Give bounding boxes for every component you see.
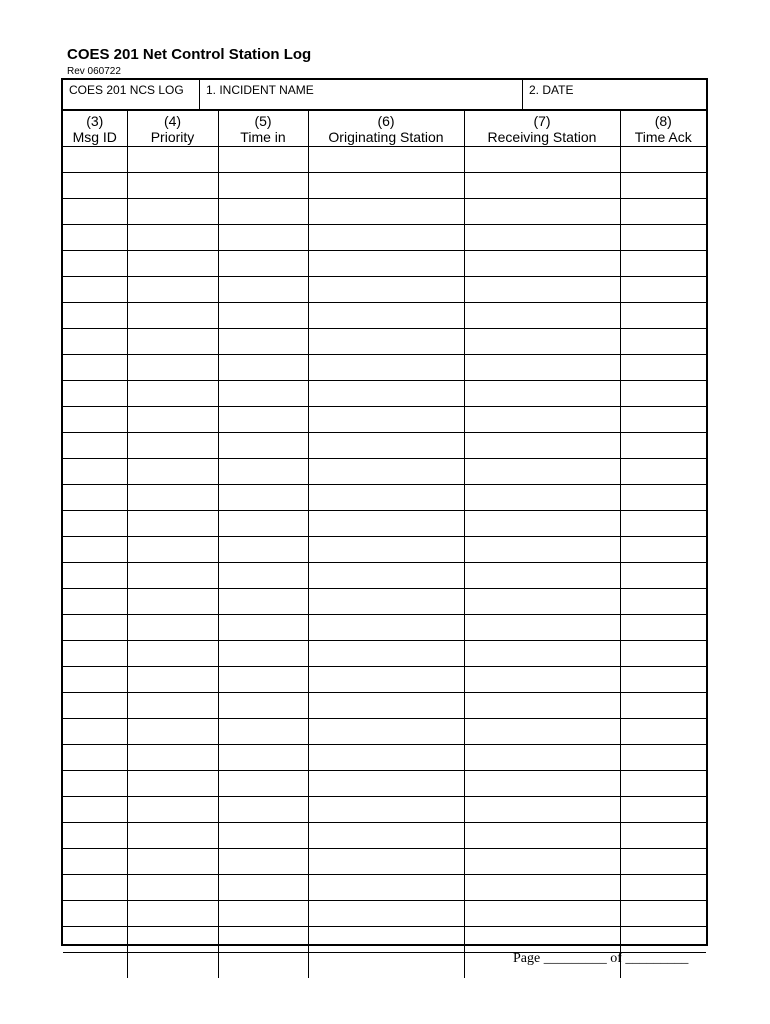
table-cell[interactable] [127, 381, 218, 407]
table-cell[interactable] [218, 641, 308, 667]
table-row [63, 667, 706, 693]
table-cell[interactable] [620, 199, 706, 225]
table-cell[interactable] [63, 589, 127, 615]
table-cell[interactable] [218, 537, 308, 563]
table-cell[interactable] [127, 875, 218, 901]
table-cell[interactable] [63, 251, 127, 277]
table-cell[interactable] [464, 277, 620, 303]
table-cell[interactable] [620, 875, 706, 901]
table-cell[interactable] [218, 199, 308, 225]
table-cell[interactable] [218, 277, 308, 303]
table-cell[interactable] [308, 485, 464, 511]
table-row [63, 147, 706, 173]
table-cell[interactable] [620, 251, 706, 277]
table-cell[interactable] [127, 199, 218, 225]
table-cell[interactable] [63, 875, 127, 901]
table-cell[interactable] [127, 589, 218, 615]
table-cell[interactable] [63, 199, 127, 225]
table-cell[interactable] [308, 771, 464, 797]
table-cell[interactable] [63, 225, 127, 251]
table-cell[interactable] [127, 901, 218, 927]
table-cell[interactable] [63, 615, 127, 641]
table-cell[interactable] [63, 745, 127, 771]
table-cell[interactable] [127, 667, 218, 693]
table-row [63, 641, 706, 667]
table-cell[interactable] [127, 823, 218, 849]
table-cell[interactable] [308, 927, 464, 953]
table-cell[interactable] [127, 251, 218, 277]
table-cell[interactable] [620, 745, 706, 771]
table-cell[interactable] [63, 277, 127, 303]
column-number: (4) [163, 112, 182, 129]
table-cell[interactable] [620, 303, 706, 329]
column-label: Msg ID [72, 128, 117, 145]
table-row [63, 537, 706, 563]
table-cell[interactable] [218, 381, 308, 407]
table-cell[interactable] [308, 823, 464, 849]
table-cell[interactable] [218, 719, 308, 745]
table-cell[interactable] [464, 407, 620, 433]
table-cell[interactable] [218, 849, 308, 875]
table-cell[interactable] [464, 589, 620, 615]
table-cell[interactable] [464, 927, 620, 953]
date-field[interactable]: 2. DATE [529, 83, 574, 97]
table-cell[interactable] [127, 927, 218, 953]
table-cell[interactable] [127, 147, 218, 173]
column-label: Priority [150, 128, 195, 145]
table-cell[interactable] [218, 251, 308, 277]
column-label: Time in [240, 128, 286, 145]
table-row [63, 459, 706, 485]
table-cell[interactable] [218, 953, 308, 979]
table-cell[interactable] [218, 407, 308, 433]
table-cell[interactable] [620, 589, 706, 615]
table-cell[interactable] [127, 277, 218, 303]
table-cell[interactable] [308, 875, 464, 901]
table-cell[interactable] [620, 693, 706, 719]
table-cell[interactable] [127, 537, 218, 563]
table-cell[interactable] [464, 771, 620, 797]
table-cell[interactable] [308, 511, 464, 537]
table-row [63, 381, 706, 407]
table-cell[interactable] [127, 797, 218, 823]
table-cell[interactable] [308, 901, 464, 927]
table-cell[interactable] [218, 589, 308, 615]
table-cell[interactable] [464, 329, 620, 355]
table-cell[interactable] [620, 459, 706, 485]
table-cell[interactable] [218, 927, 308, 953]
table-cell[interactable] [464, 823, 620, 849]
table-cell[interactable] [464, 381, 620, 407]
table-cell[interactable] [620, 433, 706, 459]
table-cell[interactable] [63, 147, 127, 173]
table-cell[interactable] [308, 459, 464, 485]
table-cell[interactable] [127, 355, 218, 381]
table-cell[interactable] [127, 407, 218, 433]
column-label: Receiving Station [487, 128, 597, 145]
table-cell[interactable] [127, 173, 218, 199]
table-cell[interactable] [308, 953, 464, 979]
table-cell[interactable] [620, 485, 706, 511]
incident-name-field[interactable]: 1. INCIDENT NAME [200, 80, 523, 109]
table-cell[interactable] [127, 329, 218, 355]
column-header-receiving-station [464, 111, 620, 147]
table-cell[interactable] [63, 459, 127, 485]
table-cell[interactable] [218, 147, 308, 173]
table-row [63, 615, 706, 641]
table-row [63, 797, 706, 823]
log-table-body [63, 147, 706, 979]
column-label: Time Ack [634, 128, 692, 145]
table-cell[interactable] [464, 745, 620, 771]
table-cell[interactable] [464, 849, 620, 875]
log-table [63, 111, 706, 978]
table-cell[interactable] [127, 849, 218, 875]
table-cell[interactable] [620, 927, 706, 953]
table-cell[interactable] [127, 771, 218, 797]
table-cell[interactable] [308, 667, 464, 693]
table-cell[interactable] [218, 667, 308, 693]
column-label: Originating Station [328, 128, 444, 145]
table-cell[interactable] [63, 511, 127, 537]
table-cell[interactable] [464, 355, 620, 381]
table-cell[interactable] [620, 537, 706, 563]
table-cell[interactable] [218, 303, 308, 329]
table-row [63, 745, 706, 771]
table-cell[interactable] [63, 329, 127, 355]
table-row [63, 433, 706, 459]
table-cell[interactable] [464, 511, 620, 537]
table-cell[interactable] [127, 303, 218, 329]
table-cell[interactable] [620, 719, 706, 745]
table-row [63, 251, 706, 277]
table-cell[interactable] [620, 901, 706, 927]
table-cell[interactable] [127, 511, 218, 537]
table-cell[interactable] [218, 615, 308, 641]
table-cell[interactable] [464, 719, 620, 745]
table-cell[interactable] [308, 225, 464, 251]
table-cell[interactable] [127, 953, 218, 979]
form-title: COES 201 Net Control Station Log [67, 46, 312, 63]
table-cell[interactable] [63, 355, 127, 381]
table-cell[interactable] [63, 927, 127, 953]
table-cell[interactable] [308, 147, 464, 173]
table-cell[interactable] [308, 173, 464, 199]
table-cell[interactable] [63, 407, 127, 433]
table-cell[interactable] [63, 797, 127, 823]
table-cell[interactable] [620, 407, 706, 433]
table-cell[interactable] [620, 277, 706, 303]
table-row [63, 823, 706, 849]
table-cell[interactable] [620, 615, 706, 641]
table-cell[interactable] [218, 563, 308, 589]
table-cell[interactable] [464, 641, 620, 667]
table-row [63, 329, 706, 355]
column-number: (7) [533, 112, 551, 129]
table-cell[interactable] [63, 303, 127, 329]
table-cell[interactable] [308, 537, 464, 563]
table-cell[interactable] [63, 485, 127, 511]
table-cell[interactable] [63, 771, 127, 797]
table-row [63, 901, 706, 927]
table-row [63, 173, 706, 199]
table-cell[interactable] [218, 901, 308, 927]
table-row [63, 875, 706, 901]
page-number-footer: Page _________ of _________ [513, 951, 689, 966]
table-cell[interactable] [308, 303, 464, 329]
table-cell[interactable] [620, 329, 706, 355]
table-cell[interactable] [127, 693, 218, 719]
table-cell[interactable] [620, 225, 706, 251]
ncs-log-label: COES 201 NCS LOG [63, 80, 200, 109]
column-number: (8) [654, 112, 672, 129]
table-cell[interactable] [218, 771, 308, 797]
table-cell[interactable] [218, 745, 308, 771]
table-cell[interactable] [620, 771, 706, 797]
table-cell[interactable] [464, 797, 620, 823]
table-cell[interactable] [620, 849, 706, 875]
table-row [63, 303, 706, 329]
table-cell[interactable] [308, 641, 464, 667]
form-revision: Rev 060722 [67, 66, 121, 77]
table-cell[interactable] [464, 693, 620, 719]
table-cell[interactable] [218, 875, 308, 901]
table-cell[interactable] [464, 199, 620, 225]
table-cell[interactable] [63, 381, 127, 407]
table-row [63, 199, 706, 225]
table-cell[interactable] [464, 563, 620, 589]
table-row [63, 407, 706, 433]
log-form [61, 78, 708, 946]
table-cell[interactable] [464, 901, 620, 927]
table-cell[interactable] [308, 693, 464, 719]
table-cell[interactable] [620, 797, 706, 823]
table-cell[interactable] [308, 797, 464, 823]
table-cell[interactable] [620, 823, 706, 849]
table-cell[interactable] [308, 849, 464, 875]
table-cell[interactable] [620, 355, 706, 381]
table-row [63, 693, 706, 719]
table-cell[interactable] [620, 511, 706, 537]
table-cell[interactable] [308, 615, 464, 641]
table-cell[interactable] [620, 641, 706, 667]
table-row [63, 485, 706, 511]
table-cell[interactable] [63, 433, 127, 459]
table-cell[interactable] [63, 173, 127, 199]
table-cell[interactable] [218, 355, 308, 381]
table-cell[interactable] [127, 485, 218, 511]
table-cell[interactable] [620, 147, 706, 173]
table-cell[interactable] [308, 433, 464, 459]
table-cell[interactable] [464, 667, 620, 693]
table-cell[interactable] [218, 823, 308, 849]
table-cell[interactable] [218, 329, 308, 355]
table-cell[interactable] [308, 199, 464, 225]
table-cell[interactable] [218, 225, 308, 251]
table-cell[interactable] [127, 459, 218, 485]
table-cell[interactable] [127, 225, 218, 251]
form-header-row [63, 80, 706, 111]
table-cell[interactable] [63, 849, 127, 875]
table-cell[interactable] [464, 147, 620, 173]
table-cell[interactable] [464, 433, 620, 459]
table-cell[interactable] [464, 537, 620, 563]
table-row [63, 225, 706, 251]
table-cell[interactable] [464, 615, 620, 641]
table-cell[interactable] [308, 277, 464, 303]
table-cell[interactable] [218, 459, 308, 485]
table-cell[interactable] [464, 225, 620, 251]
table-cell[interactable] [63, 953, 127, 979]
table-cell[interactable] [308, 329, 464, 355]
column-header-row [63, 111, 706, 147]
table-cell[interactable] [63, 693, 127, 719]
table-cell[interactable] [308, 563, 464, 589]
table-cell[interactable] [620, 381, 706, 407]
table-cell[interactable] [464, 303, 620, 329]
column-number: (5) [254, 112, 272, 129]
table-row [63, 277, 706, 303]
table-cell[interactable] [127, 719, 218, 745]
table-row [63, 927, 706, 953]
table-cell[interactable] [308, 251, 464, 277]
column-header-originating-station [308, 111, 464, 147]
column-header-time-ack [620, 111, 706, 147]
table-cell[interactable] [308, 407, 464, 433]
table-cell[interactable] [127, 745, 218, 771]
table-cell[interactable] [218, 485, 308, 511]
table-cell[interactable] [218, 797, 308, 823]
table-cell[interactable] [464, 173, 620, 199]
column-number: (3) [86, 112, 104, 129]
table-cell[interactable] [620, 563, 706, 589]
table-cell[interactable] [308, 719, 464, 745]
table-row [63, 771, 706, 797]
table-row [63, 511, 706, 537]
table-cell[interactable] [464, 485, 620, 511]
table-cell[interactable] [308, 381, 464, 407]
table-cell[interactable] [620, 173, 706, 199]
table-row [63, 563, 706, 589]
table-cell[interactable] [218, 511, 308, 537]
table-row [63, 355, 706, 381]
table-row [63, 719, 706, 745]
column-header-msg-id [63, 111, 127, 147]
table-cell[interactable] [218, 433, 308, 459]
table-cell[interactable] [464, 251, 620, 277]
table-cell[interactable] [464, 875, 620, 901]
table-cell[interactable] [63, 823, 127, 849]
table-row [63, 849, 706, 875]
table-cell[interactable] [127, 615, 218, 641]
table-cell[interactable] [127, 563, 218, 589]
table-cell[interactable] [63, 667, 127, 693]
column-header-priority [127, 111, 218, 147]
table-cell[interactable] [127, 641, 218, 667]
table-cell[interactable] [63, 901, 127, 927]
column-number: (6) [377, 112, 395, 129]
table-cell[interactable] [308, 589, 464, 615]
table-cell[interactable] [218, 173, 308, 199]
table-cell[interactable] [63, 563, 127, 589]
table-cell[interactable] [308, 745, 464, 771]
table-cell[interactable] [63, 641, 127, 667]
table-cell[interactable] [620, 667, 706, 693]
table-row [63, 589, 706, 615]
column-header-time-in [218, 111, 308, 147]
table-cell[interactable] [464, 459, 620, 485]
table-cell[interactable] [63, 537, 127, 563]
table-cell[interactable] [308, 355, 464, 381]
table-cell[interactable] [127, 433, 218, 459]
table-cell[interactable] [63, 719, 127, 745]
table-cell[interactable] [218, 693, 308, 719]
